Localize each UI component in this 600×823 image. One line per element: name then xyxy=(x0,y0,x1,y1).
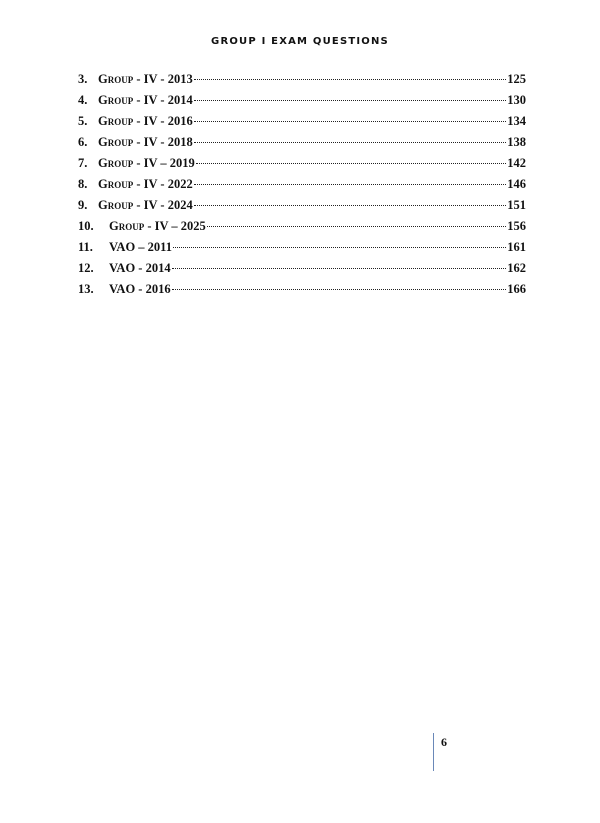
toc-entry-page: 130 xyxy=(507,93,526,107)
toc-entry-page: 162 xyxy=(507,261,526,275)
dot-leader xyxy=(173,247,506,248)
dot-leader xyxy=(194,184,507,185)
toc-entry-page: 166 xyxy=(507,282,526,296)
toc-entry[interactable] xyxy=(78,156,526,177)
toc-entry-title: Group - IV - 2016 xyxy=(98,114,193,128)
footer-divider xyxy=(433,733,434,771)
toc-entry-title: Group - IV - 2018 xyxy=(98,135,193,149)
toc-entry-title: Group - IV – 2019 xyxy=(98,156,195,170)
page-number: 6 xyxy=(441,735,447,749)
toc-entry-page: 151 xyxy=(507,198,526,212)
toc-entry-page: 146 xyxy=(507,177,526,191)
toc-entry-title: Group - IV - 2013 xyxy=(98,72,193,86)
running-header: GROUP I EXAM QUESTIONS xyxy=(211,36,389,47)
toc-entry-title: Group - IV – 2025 xyxy=(109,219,206,233)
toc-entry-number: 11. xyxy=(78,240,93,254)
dot-leader xyxy=(172,289,507,290)
toc-entry[interactable] xyxy=(78,198,526,219)
dot-leader xyxy=(172,268,507,269)
toc-entry-number: 3. xyxy=(78,72,88,86)
toc-entry[interactable] xyxy=(78,72,526,93)
toc-entry-title: Group - IV - 2014 xyxy=(98,93,193,107)
toc-entry-page: 134 xyxy=(507,114,526,128)
dot-leader xyxy=(194,142,507,143)
toc-entry[interactable] xyxy=(78,261,526,282)
toc-entry[interactable] xyxy=(78,93,526,114)
toc-entry-number: 5. xyxy=(78,114,88,128)
toc-entry-number: 13. xyxy=(78,282,94,296)
dot-leader xyxy=(194,121,507,122)
toc-entry-page: 142 xyxy=(507,156,526,170)
toc-entry[interactable] xyxy=(78,114,526,135)
dot-leader xyxy=(196,163,506,164)
toc-entry-number: 7. xyxy=(78,156,88,170)
toc-entry[interactable] xyxy=(78,282,526,303)
toc-entry-page: 125 xyxy=(507,72,526,86)
toc-entry-title: VAO - 2016 xyxy=(109,282,171,296)
toc-entry-title: Group - IV - 2024 xyxy=(98,198,193,212)
toc-entry-number: 6. xyxy=(78,135,88,149)
toc-entry-page: 161 xyxy=(507,240,526,254)
toc-entry[interactable] xyxy=(78,135,526,156)
toc-entry-number: 4. xyxy=(78,93,88,107)
toc-entry-number: 12. xyxy=(78,261,94,275)
dot-leader xyxy=(194,205,507,206)
toc-entry[interactable] xyxy=(78,177,526,198)
toc-entry-page: 156 xyxy=(507,219,526,233)
toc-entry-title: VAO – 2011 xyxy=(109,240,172,254)
toc-entry-number: 10. xyxy=(78,219,94,233)
toc-entry[interactable] xyxy=(78,219,526,240)
toc-entry-number: 9. xyxy=(78,198,88,212)
dot-leader xyxy=(194,79,507,80)
dot-leader xyxy=(194,100,507,101)
toc-entry-title: Group - IV - 2022 xyxy=(98,177,193,191)
toc-entry-page: 138 xyxy=(507,135,526,149)
toc-entry-title: VAO - 2014 xyxy=(109,261,171,275)
toc-entry-number: 8. xyxy=(78,177,88,191)
table-of-contents xyxy=(78,72,526,303)
toc-entry[interactable] xyxy=(78,240,526,261)
dot-leader xyxy=(207,226,506,227)
